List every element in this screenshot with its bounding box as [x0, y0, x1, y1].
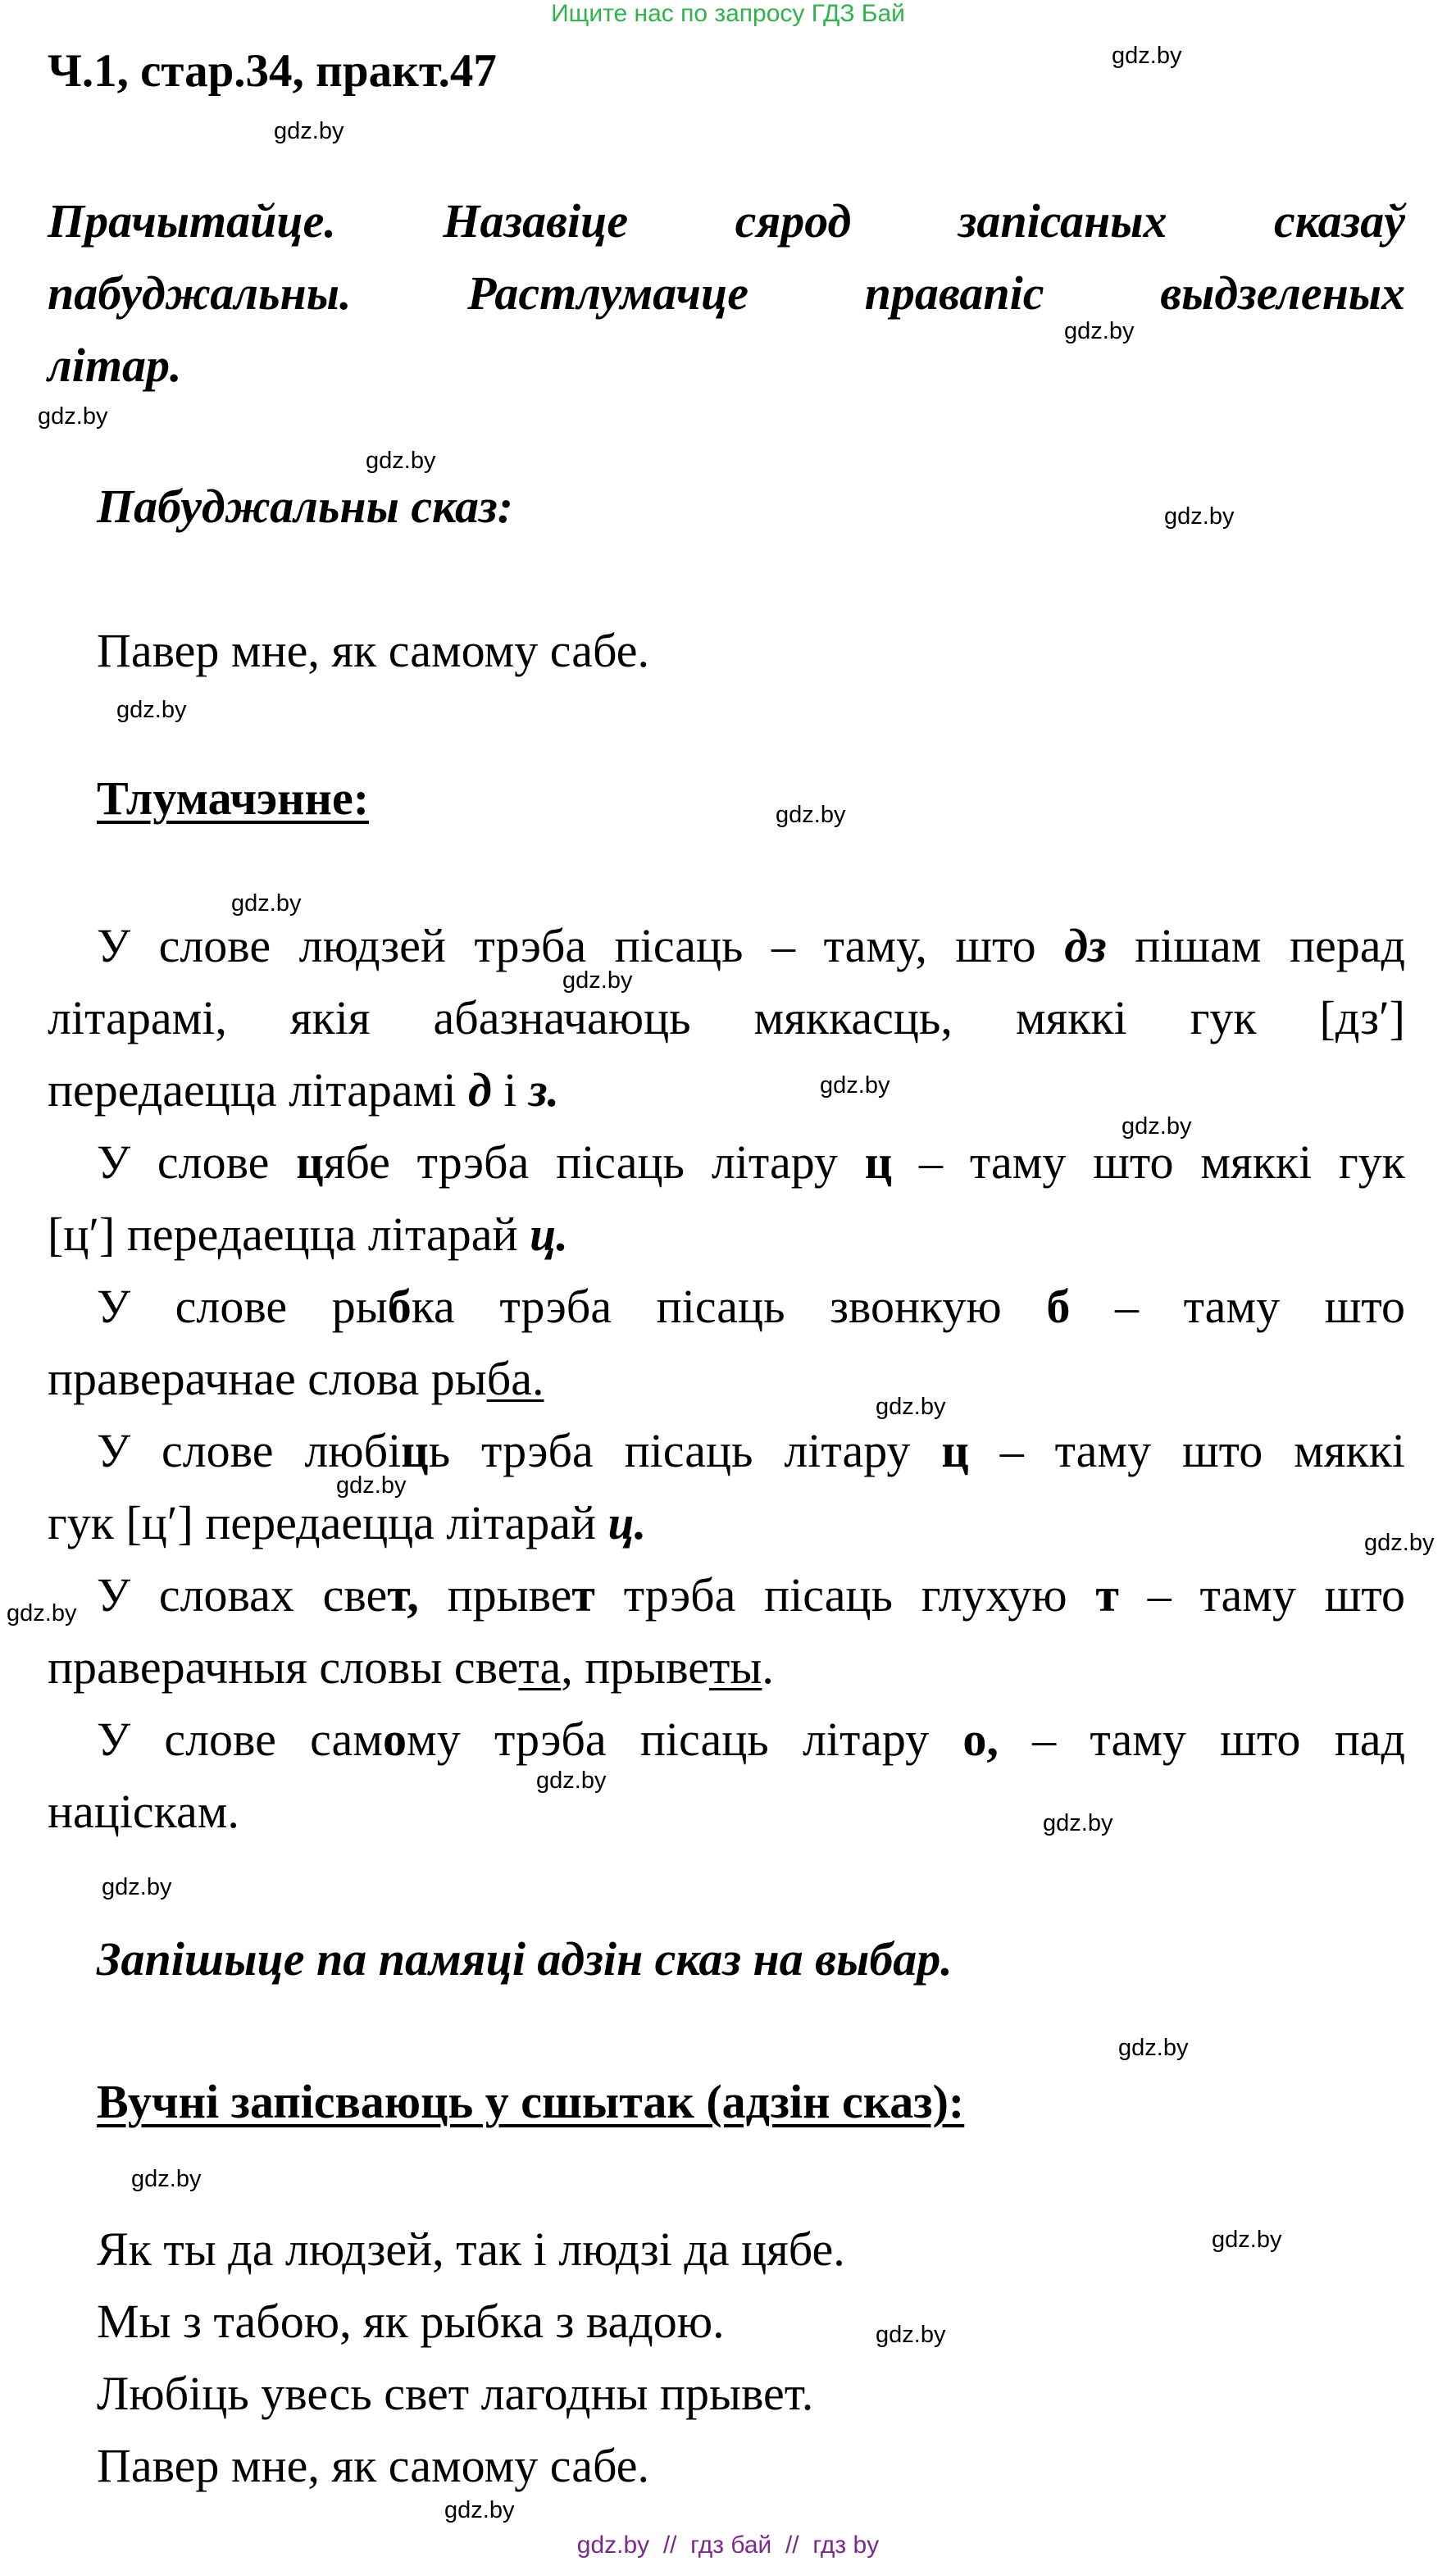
search-banner[interactable]: Ищите нас по запросу ГДЗ Бай — [551, 0, 905, 27]
watermark: gdz.by — [131, 2166, 202, 2192]
heading-sentence: Пабуджальны сказ: — [97, 480, 513, 533]
watermark: gdz.by — [1112, 43, 1182, 69]
watermark: gdz.by — [1364, 1530, 1435, 1556]
task-line-1: Прачытайце. Назавіце сярод запісаных сказаў — [48, 194, 1406, 248]
notebook-line-1: Як ты да людзей, так і людзі да цябе. — [97, 2223, 845, 2276]
explanation-paragraph-5: У словах свет, прывет трэба пісаць глухую т – таму што праверачныя словы света, прыветы. — [48, 1568, 1405, 1694]
watermark: gdz.by — [274, 118, 344, 144]
watermark: gdz.by — [1122, 1113, 1192, 1140]
notebook-line-2: Мы з табою, як рыбка з вадою. — [97, 2295, 725, 2348]
watermark: gdz.by — [1118, 2035, 1189, 2061]
watermark: gdz.by — [1043, 1810, 1113, 1836]
watermark: gdz.by — [38, 403, 108, 430]
watermark: gdz.by — [536, 1768, 607, 1794]
explanation-paragraph-2: У слове цябе трэба пісаць літару ц – таму што мяккі гук [ц′] передаецца літарай ц. — [48, 1135, 1405, 1261]
imperative-sentence: Павер мне, як самому сабе. — [97, 624, 649, 677]
page-title: Ч.1, стар.34, практ.47 — [48, 45, 497, 97]
heading-notebook: Вучні запісваюць у сшытак (адзін сказ): — [97, 2075, 965, 2128]
footer-links[interactable]: gdz.by // гдз бай // гдз by — [576, 2532, 880, 2559]
task-line-2: пабуджальны. Растлумачце правапіс выдзеленых — [48, 266, 1406, 320]
watermark: gdz.by — [102, 1874, 172, 1900]
watermark: gdz.by — [562, 967, 633, 994]
watermark: gdz.by — [366, 448, 436, 474]
explanation-paragraph-1: У слове людзей трэба пісаць – таму, што дз пішам перад літарамі, якія абазначаюць мяккасць, мяккі гук [дз′] передаецца літарамі д і з. — [48, 919, 1406, 1117]
watermark: gdz.by — [1164, 503, 1235, 530]
watermark: gdz.by — [776, 802, 846, 828]
watermark: gdz.by — [444, 2497, 515, 2523]
watermark: gdz.by — [820, 1072, 890, 1099]
task-line-3: літар. — [48, 339, 182, 392]
task-2-instruction: Запішыце па памяці адзін сказ на выбар. — [97, 1932, 953, 1986]
notebook-line-4: Павер мне, як самому сабе. — [97, 2439, 649, 2492]
watermark: gdz.by — [1064, 318, 1135, 344]
notebook-line-3: Любіць увесь свет лагодны прывет. — [97, 2367, 814, 2420]
heading-explanation: Тлумачэнне: — [97, 771, 370, 825]
watermark: gdz.by — [1212, 2227, 1282, 2253]
watermark: gdz.by — [876, 1394, 946, 1420]
watermark: gdz.by — [231, 890, 302, 917]
task-instruction — [48, 185, 1405, 402]
explanation-paragraph-3: У слове рыбка трэба пісаць звонкую б – таму што праверачнае слова рыба. — [48, 1280, 1405, 1405]
watermark: gdz.by — [7, 1600, 77, 1626]
explanation-paragraph-6: У слове самому трэба пісаць літару о, – таму што пад націскам. — [48, 1713, 1405, 1838]
watermark: gdz.by — [876, 2322, 946, 2348]
explanation-paragraph-4: У слове любіць трэба пісаць літару ц – таму што мяккі гук [ц′] передаецца літарай ц. — [48, 1424, 1406, 1549]
watermark: gdz.by — [116, 697, 187, 723]
watermark: gdz.by — [336, 1472, 407, 1499]
